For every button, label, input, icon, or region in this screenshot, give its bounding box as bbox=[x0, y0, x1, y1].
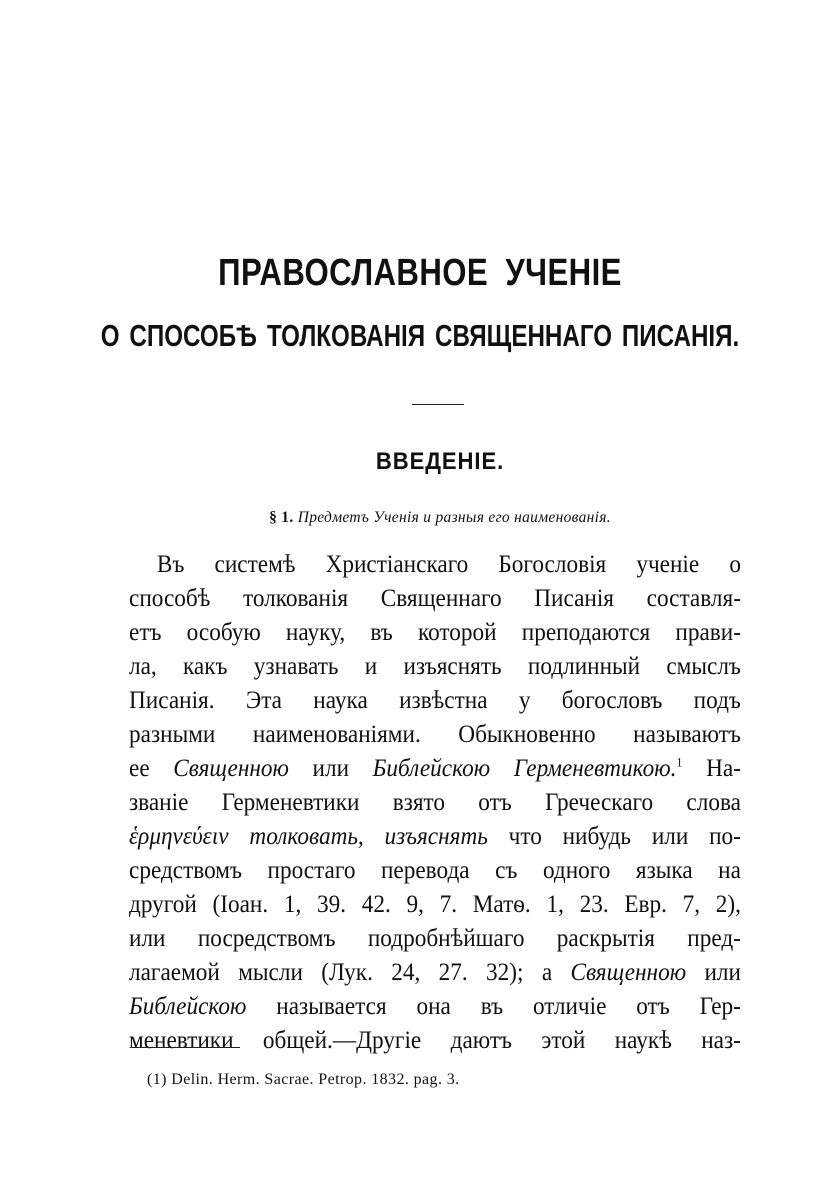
body-line bbox=[129, 854, 741, 888]
body-line bbox=[129, 718, 741, 752]
text-segment: другой (Іоан. 1, 39. 42. 9, 7. Матѳ. 1, 23. Евр. 7, 2), bbox=[129, 891, 741, 918]
body-line bbox=[129, 956, 741, 990]
body-line bbox=[129, 888, 741, 922]
text-segment: что нибудь или по- bbox=[487, 823, 741, 850]
italic-text: ἑρμηνεύειν толковать, изъяснять bbox=[129, 823, 488, 850]
text-segment: способѣ толкованія Священнаго Писанія составля- bbox=[129, 585, 741, 612]
text-segment: Писанія. Эта наука извѣстна у богословъ подъ bbox=[129, 687, 741, 714]
text-segment: меневтики общей.—Другіе даютъ этой наукѣ наз- bbox=[129, 1027, 741, 1054]
text-segment: етъ особую науку, въ которой преподаются прави- bbox=[129, 619, 741, 646]
text-segment: разными наименованіями. Обыкновенно называютъ bbox=[129, 721, 741, 748]
body-line bbox=[129, 582, 741, 616]
text-segment: На- bbox=[682, 755, 741, 782]
body-line bbox=[129, 684, 741, 718]
body-line bbox=[129, 820, 741, 854]
footnote: (1) Delin. Herm. Sacrae. Petrop. 1832. pag. 3. bbox=[147, 1071, 460, 1088]
text-segment: средствомъ простаго перевода съ одного языка на bbox=[129, 857, 741, 884]
footnote-marker: 1 bbox=[676, 754, 683, 770]
body-line bbox=[129, 922, 741, 956]
body-line bbox=[129, 548, 741, 582]
text-segment: ее bbox=[129, 755, 174, 782]
text-segment: лагаемой мысли (Лук. 24, 27. 32); а bbox=[129, 959, 571, 986]
italic-text: Библейскою bbox=[129, 993, 247, 1020]
text-segment: ла, какъ узнавать и изъяснять подлинный смыслъ bbox=[129, 653, 741, 680]
text-segment: называется она въ отличіе отъ Гер- bbox=[246, 993, 741, 1020]
body-line bbox=[129, 650, 741, 684]
text-segment: званіе Герменевтики взято отъ Греческаго слова bbox=[129, 789, 741, 816]
footnote-divider bbox=[131, 1047, 240, 1048]
body-text bbox=[129, 548, 741, 1058]
text-segment: Въ системѣ Христіанскаго Богословія ученіе о bbox=[156, 551, 741, 578]
text-segment: или посредствомъ подробнѣйшаго раскрытія пред- bbox=[129, 925, 741, 952]
paragraph-number: § 1. bbox=[269, 509, 294, 526]
body-line bbox=[129, 616, 741, 650]
paragraph-title: Предметъ Ученія и разныя его наименованія. bbox=[297, 509, 611, 526]
section-heading: ВВЕДЕНІЕ. bbox=[375, 448, 505, 475]
text-segment: или bbox=[686, 959, 741, 986]
title-divider bbox=[412, 404, 464, 405]
text-segment: или bbox=[288, 755, 373, 782]
body-line bbox=[129, 1024, 741, 1058]
body-line bbox=[129, 786, 741, 820]
subtitle: О СПОСОБѢ ТОЛКОВАНІЯ СВЯЩЕННАГО ПИСАНІЯ. bbox=[100, 318, 740, 353]
main-title: ПРАВОСЛАВНОЕ УЧЕНІЕ bbox=[218, 252, 622, 294]
body-line bbox=[129, 990, 741, 1024]
paragraph-heading bbox=[0, 509, 840, 527]
italic-text: Библейскою Герменевтикою. bbox=[372, 755, 677, 782]
italic-text: Священною bbox=[173, 755, 289, 782]
body-line bbox=[129, 752, 741, 786]
italic-text: Священною bbox=[570, 959, 687, 986]
